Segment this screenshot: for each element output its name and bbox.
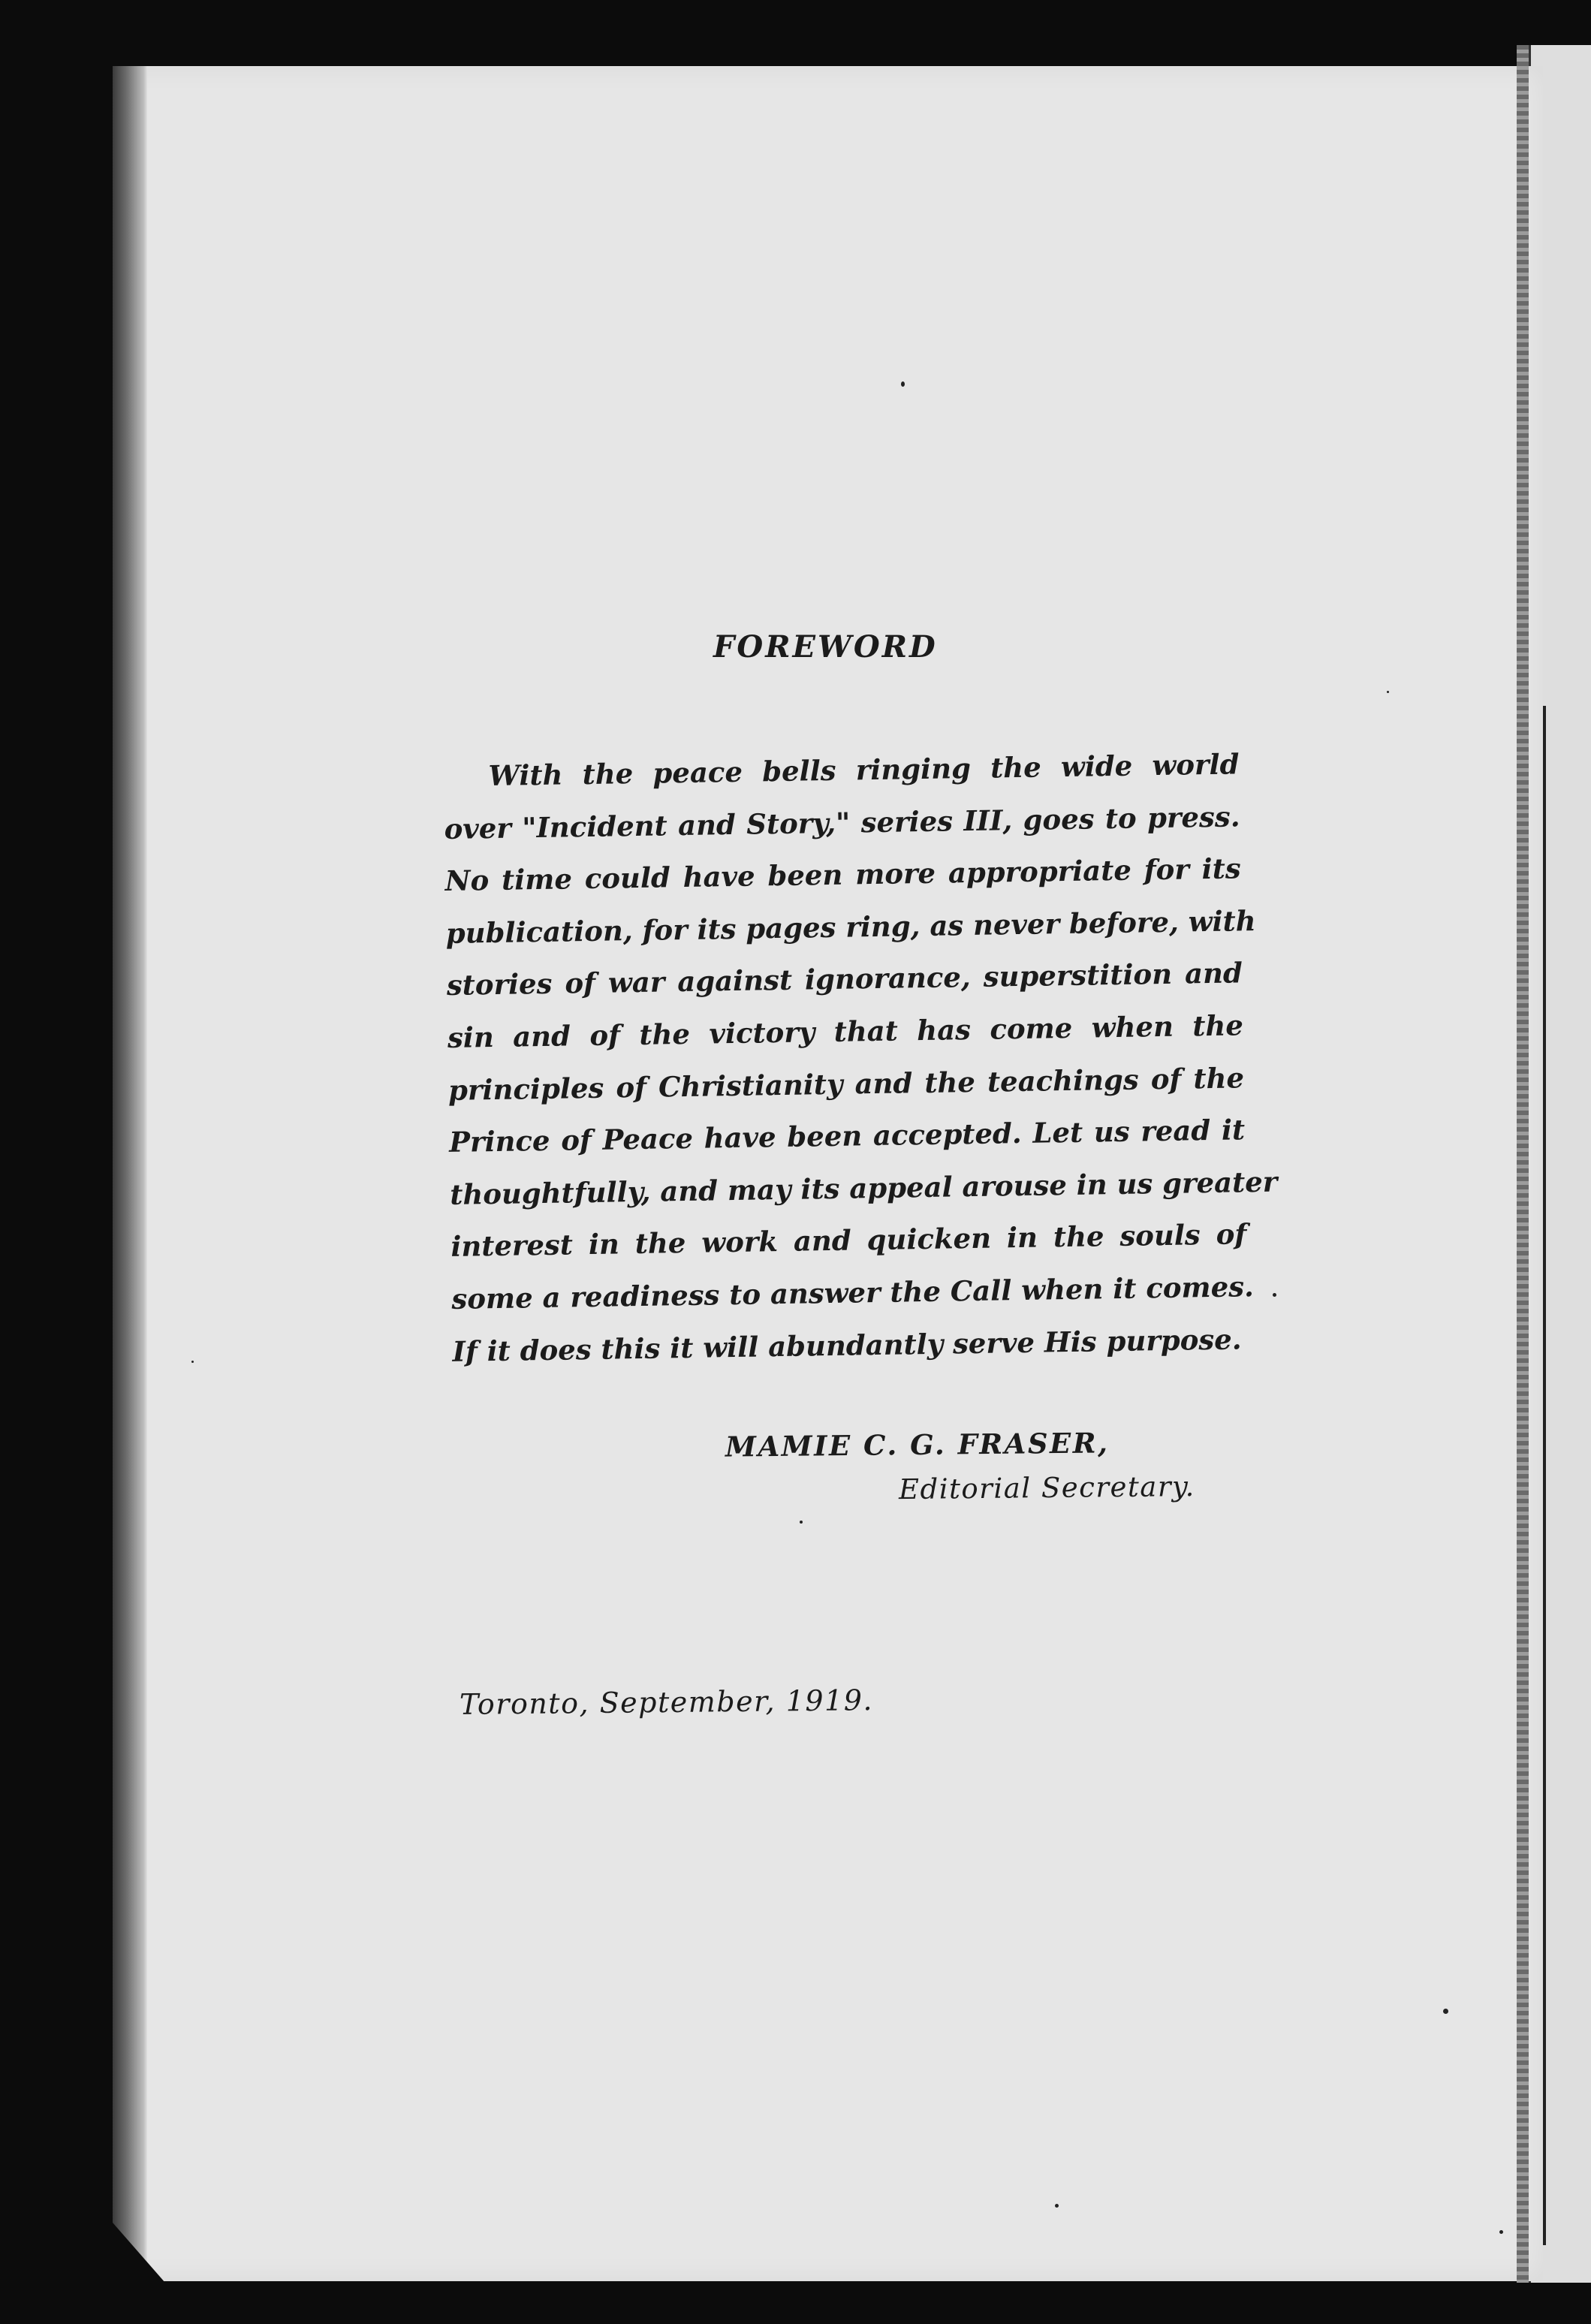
dust-speck — [800, 1521, 803, 1524]
foreword-line: over "Incident and Story," series III, goes to press. — [444, 799, 1240, 846]
place-and-date: Toronto, September, 1919. — [459, 1683, 874, 1721]
dust-speck — [1273, 1293, 1276, 1297]
dust-speck — [1055, 2204, 1059, 2208]
foreword-line: publication, for its pages ring, as never before, with — [445, 903, 1256, 950]
dust-speck — [901, 381, 905, 387]
dust-speck — [1499, 2230, 1503, 2234]
foreword-title: FOREWORD — [713, 629, 938, 665]
foreword-line: sin and of the victory that has come when the — [447, 1008, 1244, 1054]
foreword-line: principles of Christianity and the teachings of the — [447, 1060, 1245, 1107]
page-torn-corner — [113, 2223, 165, 2283]
dust-speck — [1387, 691, 1389, 693]
foreword-line: interest in the work and quicken in the souls of — [450, 1217, 1247, 1264]
book-binding-edge — [1517, 45, 1529, 2283]
foreword-line: stories of war against ignorance, superstition and — [446, 956, 1243, 1002]
foreword-line: some a readiness to answer the Call when it comes. — [451, 1270, 1255, 1316]
foreword-line: Prince of Peace have been accepted. Let us read it — [448, 1113, 1246, 1159]
dust-speck — [1443, 2009, 1448, 2014]
page-gutter-shadow — [113, 66, 147, 2281]
foreword-body — [443, 738, 1278, 1378]
faded-library-stamp — [725, 128, 980, 210]
signature-name: MAMIE C. G. FRASER, — [725, 1426, 1110, 1463]
foreword-line: If it does this it will abundantly serve His purpose. — [452, 1322, 1242, 1368]
foreword-line: With the peace bells ringing the wide world — [488, 747, 1240, 793]
signature-role: Editorial Secretary. — [898, 1469, 1195, 1506]
foreword-line: thoughtfully, and may its appeal arouse in us greater — [449, 1165, 1278, 1211]
foreword-line: No time could have been more appropriate for its — [444, 852, 1241, 898]
dust-speck — [191, 1361, 194, 1363]
